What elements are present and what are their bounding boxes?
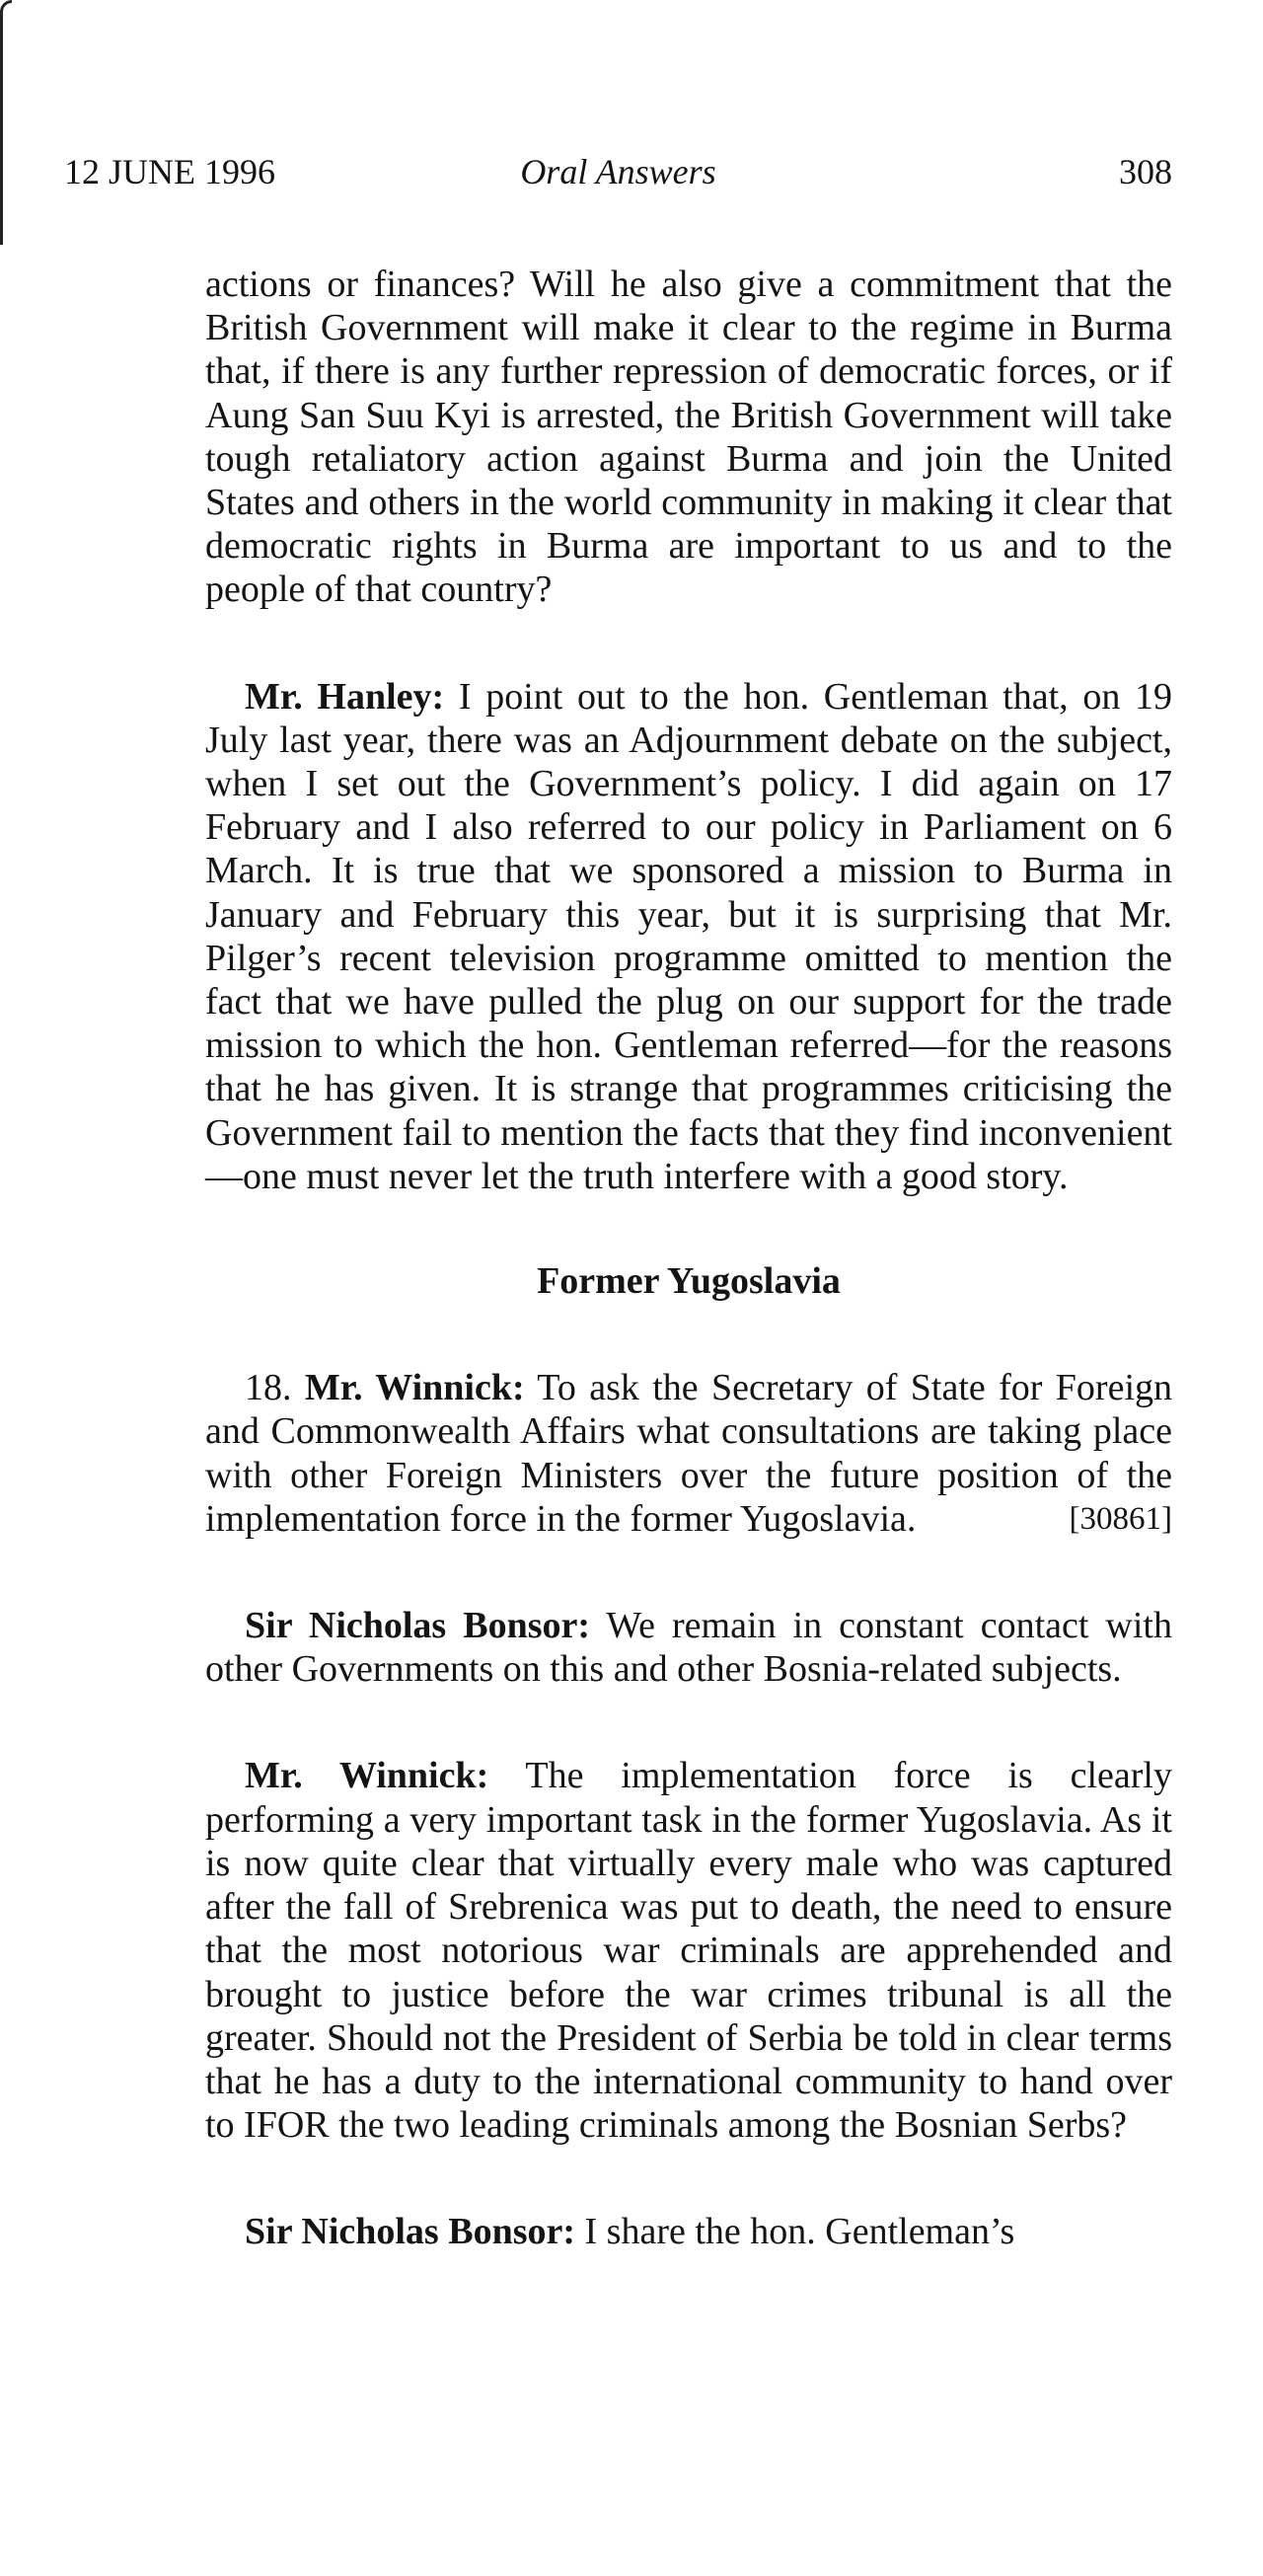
speaker-name: Mr. Winnick: — [304, 1367, 525, 1409]
speaker-name: Sir Nicholas Bonsor: — [245, 1605, 591, 1647]
section-heading: Former Yugoslavia — [537, 1260, 841, 1303]
body-column — [205, 263, 1172, 2253]
bonsor-answer-paragraph — [205, 1604, 1172, 1691]
hanley-answer-paragraph — [205, 675, 1172, 1198]
question-reference: [30861] — [1069, 1500, 1172, 1537]
page-edge — [0, 0, 12, 245]
page-header — [64, 151, 1172, 200]
bonsor-reply-paragraph — [205, 2210, 1172, 2253]
continued-question-paragraph — [205, 263, 1172, 612]
speaker-name: Mr. Winnick: — [245, 1755, 489, 1797]
winnick-supplementary-paragraph — [205, 1754, 1172, 2147]
header-section-title: Oral Answers — [520, 152, 716, 191]
speaker-name: Sir Nicholas Bonsor: — [245, 2211, 576, 2253]
header-page-number: 308 — [1119, 152, 1172, 191]
paragraph-text: We remain in constant contact with other Governments on this and other Bosnia-related subjects. — [205, 1605, 1172, 1691]
paragraph-text: To ask the Secretary of State for Foreign and Commonwealth Affairs what consultations are taking place with other Foreign Ministers over the future position of the implementation force in the former Yugoslavia. — [205, 1367, 1172, 1540]
speaker-name: Mr. Hanley: — [245, 675, 445, 718]
paragraph-text: The implementation force is clearly performing a very important task in the former Yugoslavia. As it is now quite clear that virtually every male who was captured after the fall of Srebrenica was put to death, the need to ensure that the most notorious war criminals are apprehended and brought to justice before the war crimes tribunal is all the greater. Should not the President of Serbia be told in clear terms that he has a duty to the international community to hand over to IFOR the two leading criminals among the Bosnian Serbs? — [205, 1755, 1172, 2147]
header-date: 12 JUNE 1996 — [64, 152, 275, 191]
written-question-paragraph — [205, 1366, 1172, 1541]
paragraph-text: actions or finances? Will he also give a commitment that the British Government will make it clear to the regime in Burma that, if there is any further repression of democratic forces, or if Aung San Suu Kyi is arrested, the British Government will take tough retaliatory action against Burma and join the United States and others in the world community in making it clear that democratic rights in Burma are important to us and to the people of that country? — [205, 264, 1172, 611]
paragraph-text: I point out to the hon. Gentleman that, on 19 July last year, there was an Adjournment debate on the subject, when I set out the Government’s policy. I did again on 17 February and I also referred to our policy in Parliament on 6 March. It is true that we sponsored a mission to Burma in January and February this year, but it is surprising that Mr. Pilger’s recent television programme omitted to mention the fact that we have pulled the plug on our support for the trade mission to which the hon. Gentleman referred—for the reasons that he has given. It is strange that programmes criticising the Government fail to mention the facts that they find inconvenient—one must never let the truth interfere with a good story. — [205, 675, 1172, 1197]
question-number: 18. — [245, 1367, 292, 1409]
paragraph-text: I share the hon. Gentleman’s — [575, 2211, 1015, 2253]
